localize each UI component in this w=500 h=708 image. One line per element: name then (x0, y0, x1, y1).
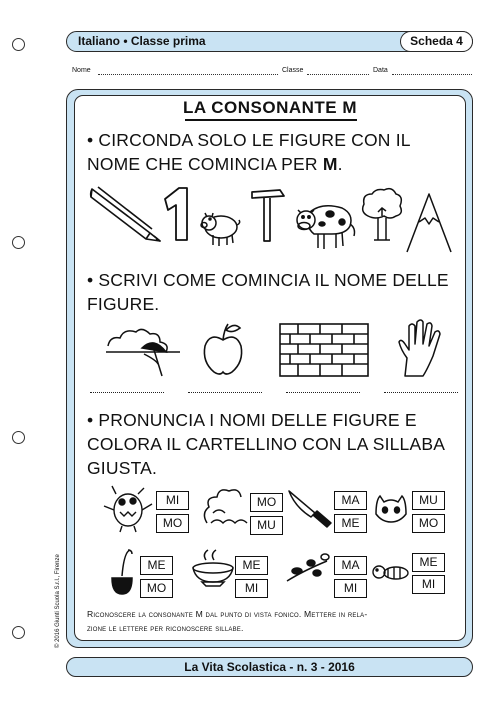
footer-bar: La Vita Scolastica - n. 3 - 2016 (66, 657, 473, 677)
tree-icon[interactable] (358, 186, 406, 242)
exercise1-line1: • CIRCONDA SOLO LE FIGURE CON IL (87, 130, 411, 150)
exercise2-line1: • SCRIVI COME COMINCIA IL NOME DELLE (87, 270, 449, 290)
caterpillar-icon[interactable] (372, 560, 410, 582)
syllable-card[interactable]: MU (412, 491, 445, 510)
binder-hole (12, 236, 25, 249)
class-field[interactable] (307, 74, 369, 75)
hammer-icon[interactable] (250, 186, 286, 244)
exercise3-line1: • PRONUNCIA I NOMI DELLE FIGURE E (87, 410, 417, 430)
knife-icon[interactable] (285, 485, 333, 531)
syllable-card[interactable]: MA (334, 556, 367, 575)
copyright-text: © 2016 Giunti Scuola S.r.l., Firenze (55, 554, 61, 648)
syllable-card[interactable]: MI (235, 579, 268, 598)
binder-hole (12, 626, 25, 639)
syllable-card[interactable]: ME (412, 553, 445, 572)
pencil-icon[interactable] (88, 183, 164, 245)
mountain-icon[interactable] (405, 190, 453, 254)
student-info-row (72, 67, 472, 79)
teacher-note-line2: zione le lettere per riconoscere sillabe. (87, 623, 244, 633)
monster-icon[interactable] (100, 484, 154, 534)
syllable-card[interactable]: ME (334, 514, 367, 533)
page-title: LA CONSONANTE M (182, 98, 358, 117)
answer-line[interactable] (286, 392, 360, 393)
brick-wall-icon[interactable] (278, 322, 370, 378)
teacher-note (87, 607, 467, 635)
smoke-icon[interactable] (197, 483, 251, 531)
syllable-card[interactable]: MO (412, 514, 445, 533)
cow-icon[interactable] (292, 196, 358, 252)
class-label: Classe (282, 67, 304, 74)
exercise3-instruction (87, 408, 445, 480)
copyright-anchor (55, 554, 63, 656)
exercise3-line3: GIUSTA. (87, 458, 158, 478)
syllable-card[interactable]: MA (334, 491, 367, 510)
hand-icon[interactable] (397, 318, 447, 380)
title-underline (185, 119, 357, 121)
answer-line[interactable] (90, 392, 164, 393)
branch-icon[interactable] (283, 549, 331, 589)
apple-icon[interactable] (200, 320, 246, 378)
syllable-card[interactable]: MO (250, 493, 283, 512)
syllable-card[interactable]: MO (156, 514, 189, 533)
header-subject: Italiano • Classe prima (78, 34, 206, 48)
syllable-card[interactable]: MI (334, 579, 367, 598)
binder-hole (12, 38, 25, 51)
beach-umbrella-icon[interactable] (104, 320, 184, 382)
exercise2-line2: FIGURE. (87, 294, 160, 314)
date-field[interactable] (392, 74, 472, 75)
syllable-card[interactable]: ME (235, 556, 268, 575)
pig-icon[interactable] (195, 205, 243, 249)
teacher-note-line1: Riconoscere la consonante M dal punto di vista fonico. Mettere in rela- (87, 609, 368, 619)
sheet-number: Scheda 4 (400, 31, 473, 52)
syllable-card[interactable]: MO (140, 579, 173, 598)
number-one-icon[interactable] (162, 185, 190, 243)
name-field[interactable] (98, 74, 278, 75)
cat-face-icon[interactable] (372, 490, 410, 524)
syllable-card[interactable]: MI (412, 575, 445, 594)
answer-line[interactable] (188, 392, 262, 393)
date-label: Data (373, 67, 388, 74)
syllable-card[interactable]: MI (156, 491, 189, 510)
name-label: Nome (72, 67, 91, 74)
exercise1-instruction (87, 128, 411, 176)
binder-hole (12, 431, 25, 444)
exercise1-line2: NOME CHE COMINCIA PER M. (87, 154, 343, 174)
soup-bowl-icon[interactable] (190, 548, 236, 590)
syllable-card[interactable]: ME (140, 556, 173, 575)
exercise2-instruction (87, 268, 449, 316)
exercise3-line2: COLORA IL CARTELLINO CON LA SILLABA (87, 434, 446, 454)
syllable-card[interactable]: MU (250, 516, 283, 535)
answer-line[interactable] (384, 392, 458, 393)
ladle-icon[interactable] (106, 546, 140, 598)
